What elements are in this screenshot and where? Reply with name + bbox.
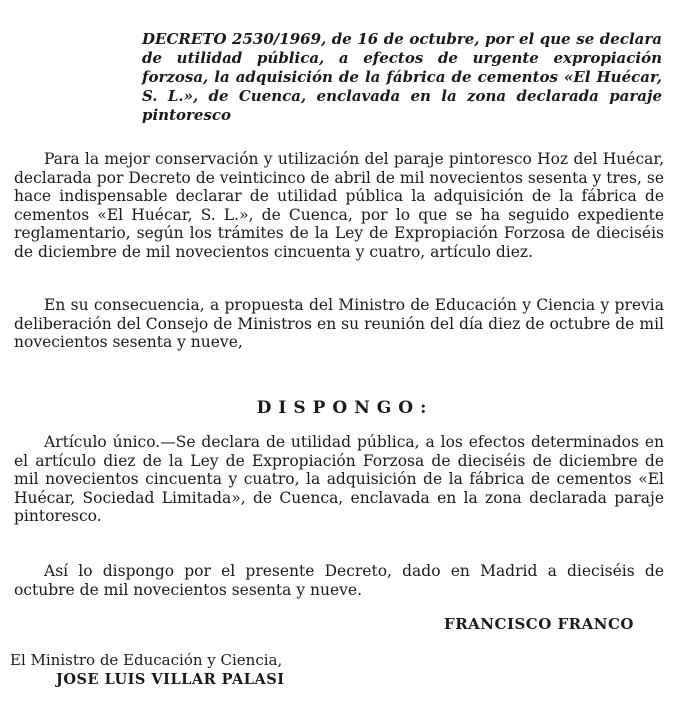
signer-name: FRANCISCO FRANCO [444, 615, 634, 633]
minister-name: JOSE LUIS VILLAR PALASI [56, 671, 285, 688]
article-paragraph: Artículo único.—Se declara de utilidad pública, a los efectos determinados en el artículo diez de la Ley de Expropiación Forzosa de dieciséis de diciembre de mil novecientos cincuenta y cuatro, la adquisición de la fábrica de cementos «El Huécar, Sociedad Limitada», de Cuenca, enclavada en la zona declarada paraje pintoresco. [14, 433, 664, 525]
minister-label: El Ministro de Educación y Ciencia, [10, 651, 283, 669]
preamble-paragraph: Para la mejor conservación y utilización del paraje pintoresco Hoz del Huécar, declarada por Decreto de veinticinco de abril de mil novecientos sesenta y tres, se hace indispensable declarar de utilidad pública la adquisición de la fábrica de cementos «El Huécar, S. L.», de Cuenca, por lo que se ha seguido expediente reglamentario, según los trámites de la Ley de Expropiación Forzosa de dieciséis de diciembre de mil novecientos cincuenta y cuatro, artículo diez. [14, 150, 664, 261]
consequence-paragraph: En su consecuencia, a propuesta del Ministro de Educación y Ciencia y previa deliberación del Consejo de Ministros en su reunión del día diez de octubre de mil novecientos sesenta y nueve, [14, 296, 664, 351]
dispongo-heading: DISPONGO: [256, 398, 434, 418]
decree-title: DECRETO 2530/1969, de 16 de octubre, por el que se declara de utilidad pública, a efectos de urgente expropiación forzosa, la adquisición de la fábrica de cementos «El Huécar, S. L.», de Cuenca, enclavada en la zona declarada paraje pintoresco [142, 30, 662, 124]
closing-paragraph: Así lo dispongo por el presente Decreto, dado en Madrid a dieciséis de octubre de mil novecientos sesenta y nueve. [14, 562, 664, 599]
